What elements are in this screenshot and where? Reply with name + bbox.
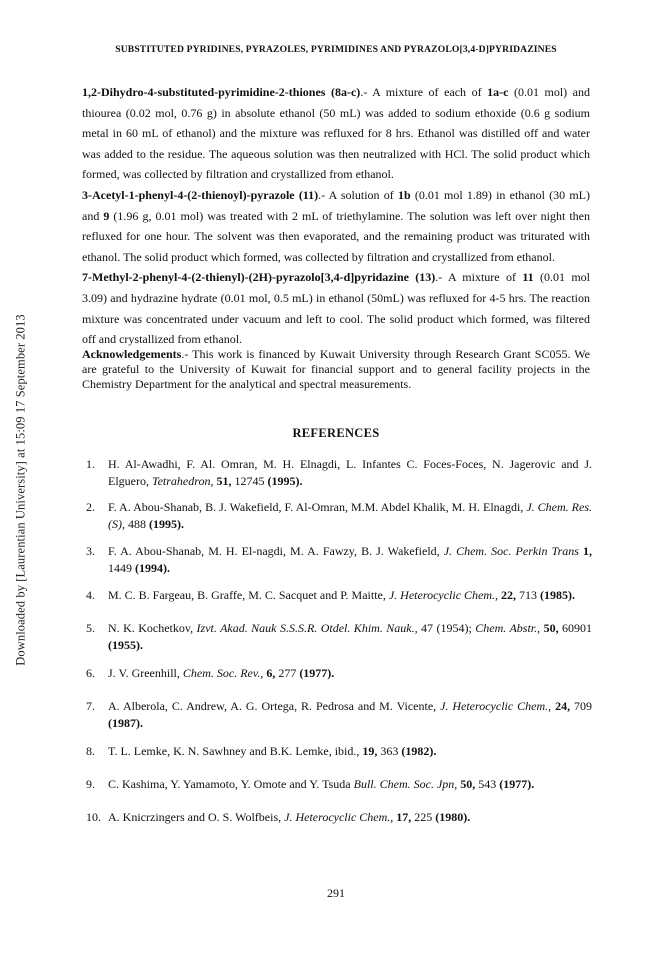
reference-volume: 19, bbox=[362, 744, 378, 758]
reference-text bbox=[108, 665, 592, 682]
reference-text bbox=[108, 543, 592, 576]
procedure-8a-c bbox=[82, 82, 590, 185]
reference-number: 5. bbox=[86, 621, 95, 635]
reference-year: (1995). bbox=[267, 473, 303, 488]
reference-number: 2. bbox=[86, 500, 95, 514]
reference-item bbox=[86, 809, 592, 826]
reference-authors: F. A. Abou-Shanab, B. J. Wakefield, F. Al-Omran, M.M. Abdel Khalik, M. H. Elnagdi, bbox=[108, 500, 527, 514]
para-text: .- A mixture of bbox=[435, 270, 523, 285]
reference-pages: 1449 bbox=[108, 560, 135, 575]
reference-year: (1982). bbox=[401, 744, 437, 758]
reference-pages: 543 bbox=[475, 777, 500, 791]
para-text: (1.96 g, 0.01 mol) was treated with 2 mL of triethylamine. The solution was left over night then refluxed for one hour. The solvent was then evaporated, and the remaining product was triturated with ethanol. The solid product which formed, was collected by filtration and crystallized from ethanol. bbox=[82, 208, 591, 264]
reference-volume: 50, bbox=[543, 621, 559, 635]
compound-ref: 9 bbox=[103, 208, 110, 223]
acknowledgements bbox=[82, 347, 590, 393]
reference-text bbox=[108, 499, 592, 532]
compound-title: 1,2-Dihydro-4-substituted-pyrimidine-2-thiones (8a-c) bbox=[82, 85, 361, 99]
reference-authors: F. A. Abou-Shanab, M. H. El-nagdi, M. A. Fawzy, B. J. Wakefield, bbox=[108, 544, 444, 558]
reference-year: (1977). bbox=[299, 666, 335, 680]
para-text: .- A mixture of each of bbox=[360, 85, 488, 99]
reference-journal: J. Heterocyclic Chem., bbox=[284, 810, 394, 824]
reference-pages: 363 bbox=[377, 744, 402, 758]
reference-year: (1994). bbox=[135, 560, 170, 575]
reference-journal: J. Heterocyclic Chem., bbox=[440, 699, 552, 713]
reference-text bbox=[108, 620, 592, 653]
reference-year: (1985). bbox=[540, 588, 576, 602]
reference-item bbox=[86, 499, 592, 532]
reference-year: (1995). bbox=[149, 516, 184, 531]
reference-item bbox=[86, 743, 592, 760]
reference-text bbox=[108, 776, 592, 793]
reference-journal: Chem. Abstr., bbox=[475, 621, 541, 635]
para-text: (0.01 mol 1.89) in ethanol (30 mL) and bbox=[82, 187, 590, 223]
reference-number: 1. bbox=[86, 457, 95, 471]
procedure-11 bbox=[82, 185, 590, 267]
reference-text bbox=[108, 809, 592, 826]
para-text: (0.01 mol) and thiourea (0.02 mol, 0.76 g) in absolute ethanol (50 mL) was added to sodium ethoxide (0.6 g sodium metal in 60 mL of ethanol) and the mixture was refluxed for 8 hrs. Ethanol was distilled off and water was added to the residue. The aqueous solution was then neutralized with HCl. The solid product which formed, was collected by filtration and crystallized from ethanol. bbox=[82, 85, 590, 182]
reference-number: 10. bbox=[86, 810, 101, 824]
reference-year: (1977). bbox=[499, 777, 535, 791]
reference-authors: M. C. B. Fargeau, B. Graffe, M. C. Sacquet and P. Maitte, bbox=[108, 588, 389, 602]
compound-title: 7-Methyl-2-phenyl-4-(2-thienyl)-(2H)-pyrazolo[3,4-d]pyridazine (13) bbox=[82, 270, 436, 285]
acknowledgements-text bbox=[82, 347, 590, 393]
reference-journal: J. Chem. Soc. Perkin Trans bbox=[443, 544, 579, 558]
running-header: SUBSTITUTED PYRIDINES, PYRAZOLES, PYRIMIDINES AND PYRAZOLO[3,4-D]PYRIDAZINES bbox=[115, 44, 557, 55]
reference-text bbox=[108, 743, 592, 760]
reference-item bbox=[86, 698, 592, 731]
reference-number: 3. bbox=[86, 544, 95, 558]
experimental-section bbox=[82, 82, 590, 350]
reference-number: 4. bbox=[86, 588, 95, 602]
reference-text bbox=[108, 698, 592, 731]
reference-text-part: 47 (1954); bbox=[417, 621, 476, 635]
reference-authors: A. Alberola, C. Andrew, A. G. Ortega, R. Pedrosa and M. Vicente, bbox=[108, 699, 441, 713]
reference-pages: 225 bbox=[411, 810, 436, 824]
reference-pages: 12745 bbox=[231, 473, 268, 488]
reference-pages: 60901 bbox=[558, 621, 593, 635]
reference-volume: 17, bbox=[396, 810, 412, 824]
reference-text bbox=[108, 587, 592, 604]
reference-item bbox=[86, 587, 592, 604]
compound-ref: 1a-c bbox=[487, 85, 509, 99]
reference-number: 6. bbox=[86, 666, 95, 680]
procedure-13 bbox=[82, 267, 590, 349]
reference-pages: 277 bbox=[275, 666, 300, 680]
ack-text: .- This work is financed by Kuwait University through Research Grant SC055. We are grateful to the University of Kuwait for financial support and to general facility projects in the Chemistry Department for the analytical and spectral measurements. bbox=[82, 347, 590, 392]
compound-title: 3-Acetyl-1-phenyl-4-(2-thienoyl)-pyrazole (11) bbox=[82, 187, 319, 202]
reference-year: (1980). bbox=[435, 810, 471, 824]
compound-ref: 11 bbox=[522, 270, 534, 285]
reference-volume: 50, bbox=[460, 777, 476, 791]
reference-volume: 6, bbox=[266, 666, 276, 680]
reference-journal: J. Heterocyclic Chem., bbox=[388, 588, 499, 602]
reference-authors: T. L. Lemke, K. N. Sawhney and B.K. Lemke, ibid., bbox=[108, 744, 363, 758]
reference-authors: J. V. Greenhill, bbox=[108, 666, 183, 680]
reference-item bbox=[86, 543, 592, 576]
reference-authors: A. Knicrzingers and O. S. Wolfbeis, bbox=[108, 810, 285, 824]
reference-authors: C. Kashima, Y. Yamamoto, Y. Omote and Y. Tsuda bbox=[108, 777, 354, 791]
reference-item bbox=[86, 620, 592, 653]
reference-pages: 488 bbox=[125, 516, 149, 531]
reference-volume: 51, bbox=[216, 473, 232, 488]
page-number: 291 bbox=[327, 886, 345, 900]
para-text: .- A solution of bbox=[318, 187, 398, 202]
reference-authors: H. Al-Awadhi, F. Al. Omran, M. H. Elnagdi, L. Infantes C. Foces-Foces, N. Jagerovic and J. Elguero, bbox=[108, 457, 592, 488]
reference-number: 7. bbox=[86, 699, 95, 713]
reference-year: (1955). bbox=[108, 637, 143, 652]
reference-pages: 713 bbox=[516, 588, 541, 602]
references-heading: REFERENCES bbox=[292, 426, 380, 440]
reference-journal: Chem. Soc. Rev., bbox=[182, 666, 264, 680]
reference-item bbox=[86, 456, 592, 489]
reference-volume: 1, bbox=[583, 544, 592, 558]
reference-item bbox=[86, 665, 592, 682]
reference-journal: Tetrahedron, bbox=[152, 473, 214, 488]
reference-text bbox=[108, 456, 592, 489]
download-stamp: Downloaded by [Laurentian University] at 15:09 17 September 2013 bbox=[13, 314, 28, 666]
reference-journal: J. Chem. Res. (S), bbox=[108, 500, 592, 531]
reference-authors: N. K. Kochetkov, bbox=[108, 621, 197, 635]
reference-volume: 24, bbox=[555, 699, 571, 713]
acknowledgements-label: Acknowledgements bbox=[82, 347, 182, 361]
reference-number: 9. bbox=[86, 777, 95, 791]
reference-pages: 709 bbox=[570, 699, 593, 713]
compound-ref: 1b bbox=[397, 187, 411, 202]
para-text: (0.01 mol 3.09) and hydrazine hydrate (0.01 mol, 0.5 mL) in ethanol (50mL) was refluxed for 4-5 hrs. The reaction mixture was concentrated under vacuum and left to cool. The solid product which formed, was filtered off and crystallized from ethanol. bbox=[82, 270, 590, 347]
reference-journal: Bull. Chem. Soc. Jpn, bbox=[353, 777, 458, 791]
reference-number: 8. bbox=[86, 744, 95, 758]
reference-volume: 22, bbox=[501, 588, 517, 602]
reference-journal: Izvt. Akad. Nauk S.S.S.R. Otdel. Khim. Nauk., bbox=[196, 621, 418, 635]
reference-item bbox=[86, 776, 592, 793]
reference-year: (1987). bbox=[108, 715, 143, 730]
